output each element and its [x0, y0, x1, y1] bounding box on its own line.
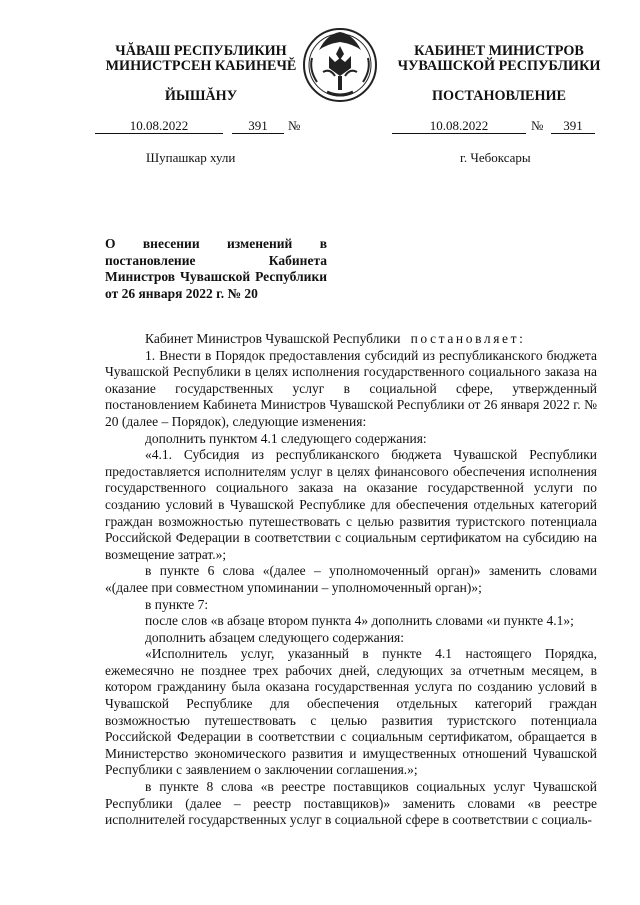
body-paragraph: в пункте 6 слова «(далее – уполномоченный орган)» заменить словами «(далее при совместном упоминании – уполномоченный орган)»;	[105, 563, 597, 595]
header-left-line1: ЧĂВАШ РЕСПУБЛИКИН	[115, 43, 287, 59]
body-paragraph: дополнить пунктом 4.1 следующего содержания:	[145, 430, 427, 446]
body-paragraph: «4.1. Субсидия из республиканского бюджета Чувашской Республики предоставляется исполнителям услуг в целях финансового обеспечения исполнения государственного социального заказа на оказание государственной услуги по созданию условий в Чувашской Республике для обеспечения отдельных категорий граждан возможностью путешествовать с целью развития туристского потенциала Российской Федерации в соответствии с социальным сертификатом на субсидию на возмещение затрат.»;	[105, 447, 597, 562]
header-right	[384, 44, 614, 74]
intro-paragraph	[105, 331, 597, 348]
body-paragraph: в пункте 8 слова «в реестре поставщиков социальных услуг Чувашской Республики (далее – реестр поставщиков)» заменить словами «в реестре исполнителей государственных услуг в социальной сфере в соответствии с социаль-	[105, 779, 597, 828]
document-body	[105, 331, 597, 829]
body-paragraph: в пункте 7:	[145, 596, 209, 612]
intro-lead: Кабинет Министров Чувашской Республики	[145, 331, 401, 346]
body-paragraph: после слов «в абзаце втором пункта 4» дополнить словами «и пункте 4.1»;	[145, 613, 574, 629]
left-date-field: 10.08.2022	[95, 119, 223, 134]
header-left-doc-type: ЙЫШĂНУ	[164, 88, 238, 104]
right-number-field: 391	[551, 119, 595, 134]
body-paragraph: дополнить абзацем следующего содержания:	[145, 629, 405, 645]
document-title: О внесении изменений в постановление Кабинета Министров Чувашской Республики от 26 января 2022 г. № 20	[105, 236, 327, 301]
header-right-line1: КАБИНЕТ МИНИСТРОВ	[414, 43, 584, 59]
right-number-sign: №	[531, 118, 544, 133]
body-paragraph: «Исполнитель услуг, указанный в пункте 4.1 настоящего Порядка, ежемесячно не позднее трех рабочих дней, следующих за отчетным месяцем, в котором гражданину была оказана государственная услуга по созданию условий в Чувашской Республике для обеспечения отдельных категорий граждан возможностью путешествовать с целью развития туристского потенциала Российской Федерации в соответствии с социальным сертификатом, обращается в Министерство экономического развития и имущественных отношений Чувашской Республики с заявлением о заключении соглашения.»;	[105, 646, 597, 778]
right-date-field: 10.08.2022	[392, 119, 526, 134]
left-number-sign: №	[288, 118, 301, 133]
header-left-line2: МИНИСТРСЕН КАБИНЕЧĔ	[105, 58, 297, 74]
left-city: Шупашкар хули	[146, 150, 236, 165]
coat-of-arms-emblem	[297, 20, 383, 106]
body-paragraph: 1. Внести в Порядок предоставления субсидий из республиканского бюджета Чувашской Республики в целях исполнения государственного социального заказа на оказание государственных услуг в социальной сфере, утвержденный постановлением Кабинета Министров Чувашской Республики от 26 января 2022 г. № 20 (далее – Порядок), следующие изменения:	[105, 347, 597, 429]
header-left	[82, 44, 320, 74]
header-right-line2: ЧУВАШСКОЙ РЕСПУБЛИКИ	[397, 58, 601, 74]
header-right-doc-type: ПОСТАНОВЛЕНИЕ	[431, 88, 567, 104]
right-city: г. Чебоксары	[460, 150, 531, 165]
intro-spaced: постановляет:	[410, 331, 526, 346]
left-number-field: 391	[232, 119, 284, 134]
